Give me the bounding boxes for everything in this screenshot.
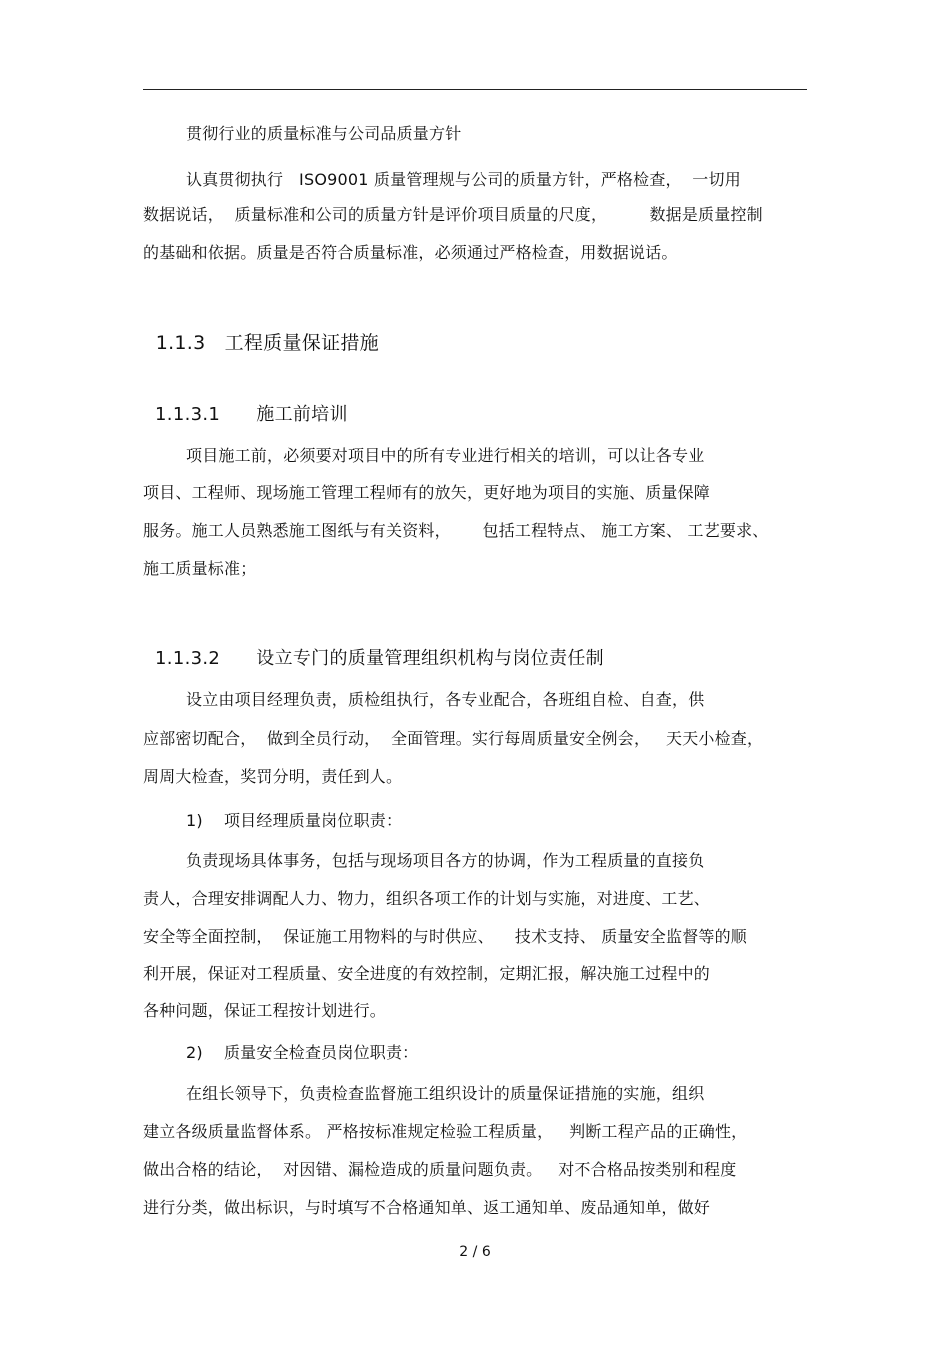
para3-line-3: 周周大检查，奖罚分明，责任到人。 <box>143 767 403 786</box>
para4-line-5: 各种问题，保证工程按计划进行。 <box>143 1001 387 1020</box>
para2-line-1: 项目施工前，必须要对项目中的所有专业进行相关的培训，可以让各专业 <box>186 446 705 465</box>
para5-line-1: 在组长领导下，负责检查监督施工组织设计的质量保证措施的实施，组织 <box>186 1084 705 1103</box>
para4-line-1: 负责现场具体事务，包括与现场项目各方的协调，作为工程质量的直接负 <box>186 851 705 870</box>
subsection-heading-1-1-3-2 <box>143 623 604 671</box>
para1-line-1: 认真贯彻执行 ISO9001 质量管理规与公司的质量方针，严格检查， 一切用 <box>186 170 741 189</box>
para5-line-4: 进行分类，做出标识，与时填写不合格通知单、返工通知单、废品通知单，做好 <box>143 1198 711 1217</box>
list-item-1: 1) 项目经理质量岗位职责： <box>186 811 403 830</box>
subsection-title: 施工前培训 <box>256 404 348 425</box>
page-number <box>0 1243 950 1261</box>
para3-line-2: 应部密切配合， 做到全员行动， 全面管理。实行每周质量安全例会， 天天小检查， <box>143 729 764 748</box>
list-item-2: 2) 质量安全检查员岗位职责： <box>186 1043 419 1062</box>
subsection-heading-1-1-3-1 <box>143 379 348 427</box>
para5-line-3: 做出合格的结论， 对因错、漏检造成的质量问题负责。 对不合格品按类别和程度 <box>143 1160 737 1179</box>
subsection-number: 1.1.3.2 <box>155 648 221 669</box>
para4-line-4: 利开展，保证对工程质量、安全进度的有效控制，定期汇报，解决施工过程中的 <box>143 964 711 983</box>
subsection-title: 设立专门的质量管理组织机构与岗位责任制 <box>256 648 604 669</box>
para1-line-3: 的基础和依据。质量是否符合质量标准，必须通过严格检查，用数据说话。 <box>143 243 678 262</box>
section-title: 工程质量保证措施 <box>224 332 379 354</box>
subsection-number: 1.1.3.1 <box>155 404 221 425</box>
para2-line-2: 项目、工程师、现场施工管理工程师有的放矢，更好地为项目的实施、质量保障 <box>143 483 711 502</box>
page-total: 6 <box>481 1244 491 1260</box>
page-current: 2 <box>459 1244 469 1260</box>
para2-line-3: 服务。施工人员熟悉施工图纸与有关资料， 包括工程特点、 施工方案、 工艺要求、 <box>143 521 769 540</box>
section-number: 1.1.3 <box>155 332 206 354</box>
para1-line-2: 数据说话， 质量标准和公司的质量方针是评价项目质量的尺度， 数据是质量控制 <box>143 205 763 224</box>
header-rule <box>143 89 807 90</box>
section-heading-1-1-3 <box>143 307 379 355</box>
para3-line-1: 设立由项目经理负责，质检组执行，各专业配合，各班组自检、自查，供 <box>186 690 705 709</box>
para2-line-4: 施工质量标准； <box>143 559 257 578</box>
para4-line-2: 责人，合理安排调配人力、物力，组织各项工作的计划与实施，对进度、工艺、 <box>143 889 711 908</box>
intro-line: 贯彻行业的质量标准与公司品质量方针 <box>186 124 462 143</box>
para5-line-2: 建立各级质量监督体系。 严格按标准规定检验工程质量， 判断工程产品的正确性， <box>143 1122 748 1141</box>
page-separator: / <box>472 1244 478 1260</box>
para4-line-3: 安全等全面控制， 保证施工用物料的与时供应、 技术支持、 质量安全监督等的顺 <box>143 927 748 946</box>
